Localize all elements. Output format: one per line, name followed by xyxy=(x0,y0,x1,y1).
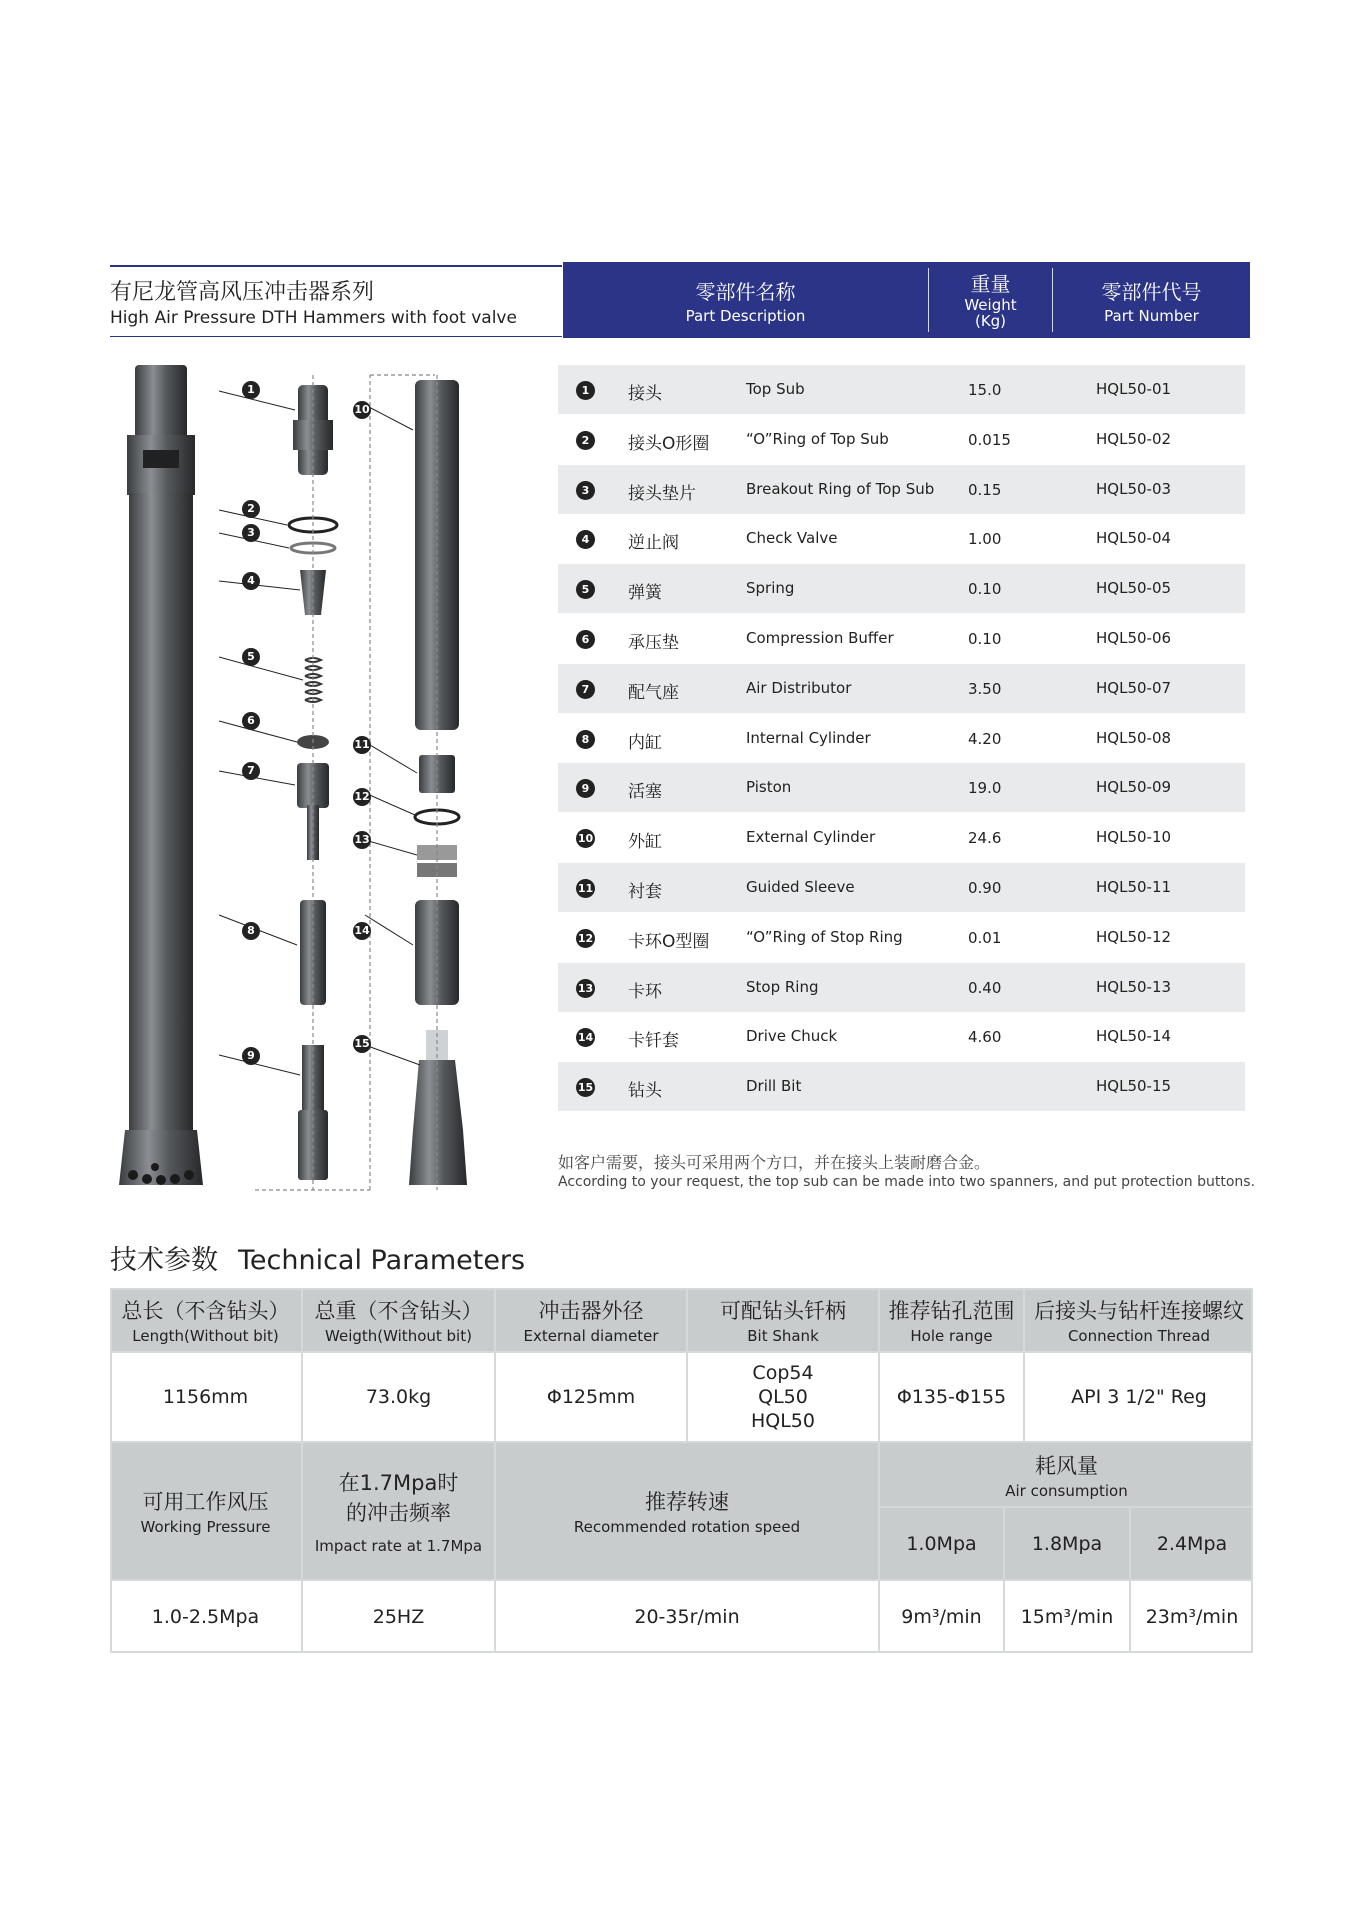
part-number-badge: 14 xyxy=(576,1028,595,1047)
col-weight: 重量 Weight (Kg) xyxy=(964,272,1017,330)
part-weight: 0.10 xyxy=(968,580,1002,598)
part-code: HQL50-03 xyxy=(1096,480,1172,498)
callout-14: 14 xyxy=(353,922,371,940)
parts-table-header xyxy=(563,262,1250,338)
part-code: HQL50-01 xyxy=(1096,380,1172,398)
part-row xyxy=(558,1062,1245,1111)
part-code: HQL50-12 xyxy=(1096,928,1172,946)
col-part-number: 零部件代号 Part Number xyxy=(1101,280,1202,325)
part-row xyxy=(558,913,1245,962)
part-code: HQL50-13 xyxy=(1096,978,1172,996)
part-weight: 24.6 xyxy=(968,829,1002,847)
part-weight: 4.60 xyxy=(968,1028,1002,1046)
th-thread: 后接头与钻杆连接螺纹 Connection Thread xyxy=(1025,1288,1253,1351)
part-name-en: Check Valve xyxy=(746,529,838,547)
part-number-badge: 13 xyxy=(576,979,595,998)
td-bit-shank: Cop54 QL50 HQL50 xyxy=(688,1353,878,1441)
part-name-cn: 承压垫 xyxy=(628,633,679,653)
callout-10: 10 xyxy=(353,401,371,419)
part-number-badge: 10 xyxy=(576,829,595,848)
part-name-en: Internal Cylinder xyxy=(746,729,871,747)
part-code: HQL50-11 xyxy=(1096,878,1172,896)
part-row xyxy=(558,1012,1245,1061)
th-diameter: 冲击器外径 External diameter xyxy=(496,1288,686,1351)
part-name-cn: 内缸 xyxy=(628,733,662,753)
part-code: HQL50-08 xyxy=(1096,729,1172,747)
callout-8: 8 xyxy=(242,922,260,940)
part-name-en: External Cylinder xyxy=(746,828,876,846)
td-working-pressure: 1.0-2.5Mpa xyxy=(110,1581,301,1653)
th-working-pressure: 可用工作风压 Working Pressure xyxy=(110,1443,301,1579)
callout-9: 9 xyxy=(242,1047,260,1065)
th-weight: 总重（不含钻头） Weigth(Without bit) xyxy=(303,1288,494,1351)
th-hole-range: 推荐钻孔范围 Hole range xyxy=(880,1288,1023,1351)
part-number-badge: 4 xyxy=(576,530,595,549)
part-name-en: Drive Chuck xyxy=(746,1027,838,1045)
hammer-exploded-drawing xyxy=(115,355,515,1205)
col-part-description: 零部件名称 Part Description xyxy=(685,280,806,325)
page-title: 有尼龙管高风压冲击器系列 xyxy=(110,280,375,305)
td-hole-range: Φ135-Φ155 xyxy=(880,1353,1023,1441)
part-number-badge: 6 xyxy=(576,630,595,649)
callout-2: 2 xyxy=(242,500,260,518)
th-air-consumption: 耗风量 Air consumption xyxy=(880,1443,1253,1506)
td-air-1: 9m³/min xyxy=(880,1581,1003,1653)
td-air-2: 15m³/min xyxy=(1005,1581,1129,1653)
part-row xyxy=(558,763,1245,812)
part-code: HQL50-10 xyxy=(1096,828,1172,846)
part-name-en: Breakout Ring of Top Sub xyxy=(746,480,935,498)
part-row xyxy=(558,614,1245,663)
part-name-cn: 接头垫片 xyxy=(628,484,696,504)
part-number-badge: 2 xyxy=(576,431,595,450)
part-number-badge: 9 xyxy=(576,779,595,798)
part-name-cn: 配气座 xyxy=(628,683,679,703)
part-row xyxy=(558,813,1245,862)
td-length: 1156mm xyxy=(110,1353,301,1441)
part-code: HQL50-04 xyxy=(1096,529,1172,547)
assembled-hammer xyxy=(119,365,203,1185)
part-name-en: Drill Bit xyxy=(746,1077,802,1095)
callout-13: 13 xyxy=(353,831,371,849)
part-number-badge: 3 xyxy=(576,481,595,500)
part-row xyxy=(558,714,1245,763)
td-rotation-speed: 20-35r/min xyxy=(496,1581,878,1653)
part-name-cn: 接头 xyxy=(628,384,662,404)
part-name-cn: 卡环O型圈 xyxy=(628,932,710,952)
th-pressure-3: 2.4Mpa xyxy=(1131,1508,1253,1579)
note-cn: 如客户需要，接头可采用两个方口，并在接头上装耐磨合金。 xyxy=(558,1153,991,1172)
part-name-cn: 弹簧 xyxy=(628,583,662,603)
header-rule xyxy=(110,336,562,337)
part-number-badge: 12 xyxy=(576,929,595,948)
part-number-badge: 11 xyxy=(576,879,595,898)
part-code: HQL50-06 xyxy=(1096,629,1172,647)
part-row xyxy=(558,863,1245,912)
callout-11: 11 xyxy=(353,736,371,754)
part-name-cn: 逆止阀 xyxy=(628,533,679,553)
part-code: HQL50-15 xyxy=(1096,1077,1172,1095)
part-name-en: Guided Sleeve xyxy=(746,878,855,896)
part-name-cn: 衬套 xyxy=(628,882,662,902)
callout-3: 3 xyxy=(242,524,260,542)
callout-4: 4 xyxy=(242,572,260,590)
th-pressure-1: 1.0Mpa xyxy=(880,1508,1003,1579)
th-length: 总长（不含钻头） Length(Without bit) xyxy=(110,1288,301,1351)
part-number-badge: 1 xyxy=(576,381,595,400)
part-weight: 0.10 xyxy=(968,630,1002,648)
part-name-en: Air Distributor xyxy=(746,679,852,697)
part-row xyxy=(558,564,1245,613)
note-en: According to your request, the top sub can be made into two spanners, and put protection buttons. xyxy=(558,1174,1256,1190)
callout-5: 5 xyxy=(242,648,260,666)
part-code: HQL50-02 xyxy=(1096,430,1172,448)
page-subtitle: High Air Pressure DTH Hammers with foot valve xyxy=(110,308,517,328)
th-pressure-2: 1.8Mpa xyxy=(1005,1508,1129,1579)
part-name-cn: 卡钎套 xyxy=(628,1031,679,1051)
part-weight: 0.40 xyxy=(968,979,1002,997)
header-rule xyxy=(110,265,562,267)
part-name-en: Spring xyxy=(746,579,795,597)
th-rotation-speed: 推荐转速 Recommended rotation speed xyxy=(496,1443,878,1579)
td-weight: 73.0kg xyxy=(303,1353,494,1441)
part-row xyxy=(558,963,1245,1012)
part-number-badge: 7 xyxy=(576,680,595,699)
part-weight: 3.50 xyxy=(968,680,1002,698)
part-row xyxy=(558,664,1245,713)
part-name-cn: 活塞 xyxy=(628,782,662,802)
part-name-en: “O”Ring of Stop Ring xyxy=(746,928,903,946)
part-name-en: Top Sub xyxy=(746,380,805,398)
part-name-cn: 卡环 xyxy=(628,982,662,1002)
part-code: HQL50-14 xyxy=(1096,1027,1172,1045)
part-weight: 0.01 xyxy=(968,929,1002,947)
part-row xyxy=(558,465,1245,514)
part-number-badge: 5 xyxy=(576,580,595,599)
part-name-en: Stop Ring xyxy=(746,978,819,996)
th-bit-shank: 可配钻头钎柄 Bit Shank xyxy=(688,1288,878,1351)
part-weight: 0.15 xyxy=(968,481,1002,499)
tech-params-title: 技术参数 Technical Parameters xyxy=(110,1245,526,1276)
td-impact-rate: 25HZ xyxy=(303,1581,494,1653)
part-code: HQL50-07 xyxy=(1096,679,1172,697)
part-number-badge: 15 xyxy=(576,1078,595,1097)
part-name-en: “O”Ring of Top Sub xyxy=(746,430,889,448)
part-row xyxy=(558,514,1245,563)
td-diameter: Φ125mm xyxy=(496,1353,686,1441)
part-name-en: Compression Buffer xyxy=(746,629,894,647)
part-name-cn: 接头O形圈 xyxy=(628,434,710,454)
part-number-badge: 8 xyxy=(576,730,595,749)
part-weight: 1.00 xyxy=(968,530,1002,548)
part-row xyxy=(558,415,1245,464)
callout-6: 6 xyxy=(242,712,260,730)
callout-7: 7 xyxy=(242,762,260,780)
part-name-en: Piston xyxy=(746,778,792,796)
callout-1: 1 xyxy=(242,381,260,399)
th-impact-rate: 在1.7Mpa时 的冲击频率 Impact rate at 1.7Mpa xyxy=(303,1443,494,1579)
part-code: HQL50-05 xyxy=(1096,579,1172,597)
td-thread: API 3 1/2" Reg xyxy=(1025,1353,1253,1441)
part-weight: 0.90 xyxy=(968,879,1002,897)
part-name-cn: 钻头 xyxy=(628,1081,662,1101)
part-name-cn: 外缸 xyxy=(628,832,662,852)
tech-params-table xyxy=(110,1288,1253,1653)
callout-12: 12 xyxy=(353,788,371,806)
part-weight: 15.0 xyxy=(968,381,1002,399)
td-air-3: 23m³/min xyxy=(1131,1581,1253,1653)
part-weight: 0.015 xyxy=(968,431,1011,449)
part-code: HQL50-09 xyxy=(1096,778,1172,796)
part-weight: 19.0 xyxy=(968,779,1002,797)
part-weight: 4.20 xyxy=(968,730,1002,748)
part-row xyxy=(558,365,1245,414)
callout-15: 15 xyxy=(353,1035,371,1053)
